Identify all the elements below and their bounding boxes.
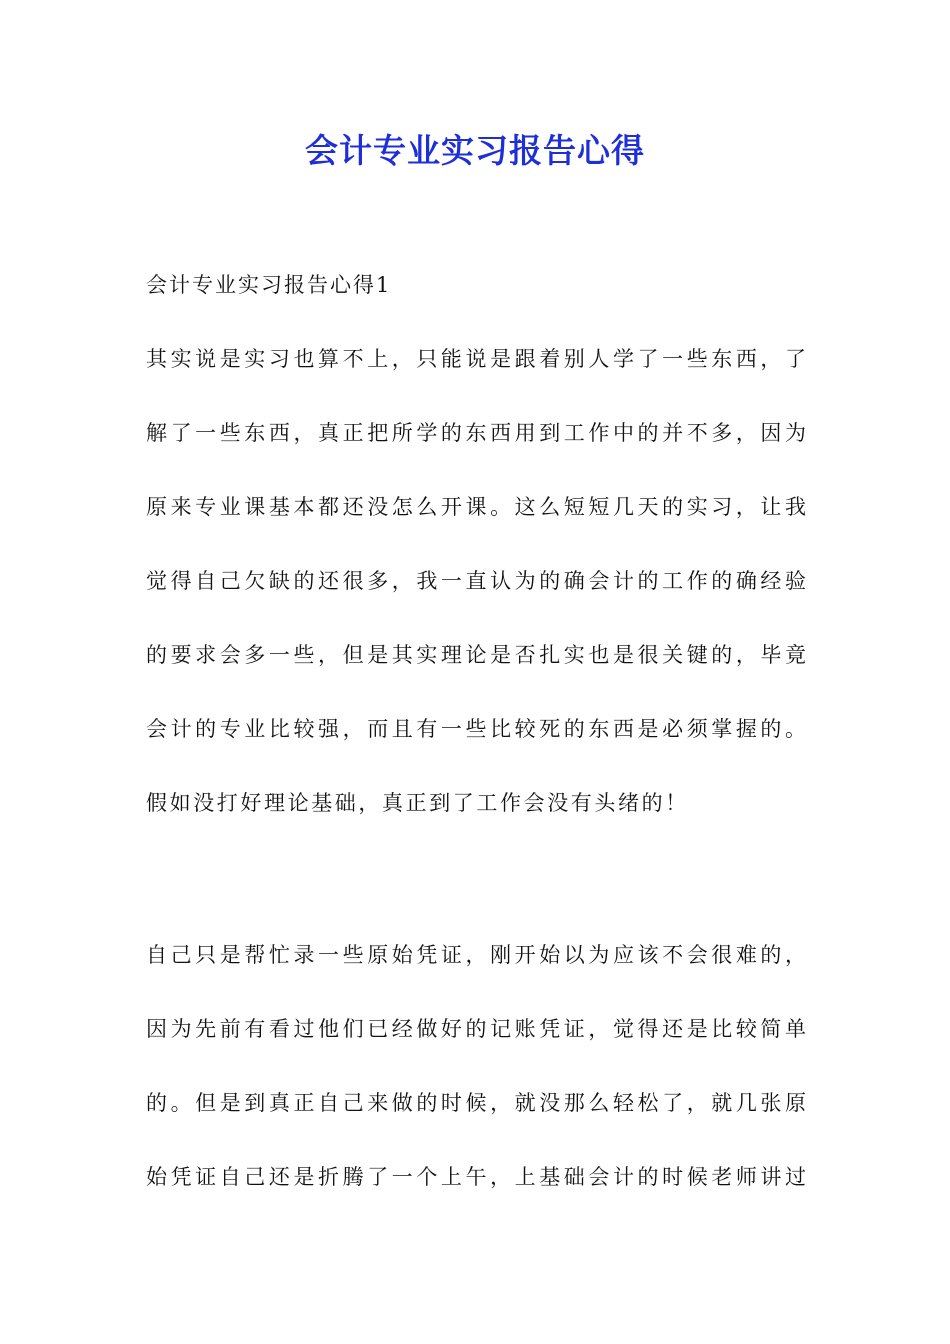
text-line: 自己只是帮忙录一些原始凭证，刚开始以为应该不会很难的， <box>146 943 806 967</box>
page-title: 会计专业实习报告心得 <box>305 131 645 170</box>
text-line: 假如没打好理论基础，真正到了工作会没有头绪的！ <box>146 791 689 815</box>
section-heading: 会计专业实习报告心得1 <box>146 273 392 297</box>
text-line: 解了一些东西，真正把所学的东西用到工作中的并不多，因为 <box>146 421 806 445</box>
text-line: 觉得自己欠缺的还很多，我一直认为的确会计的工作的确经验 <box>146 569 806 593</box>
text-line: 因为先前有看过他们已经做好的记账凭证，觉得还是比较简单 <box>146 1017 806 1041</box>
text-line: 会计的专业比较强，而且有一些比较死的东西是必须掌握的。 <box>146 717 806 741</box>
text-line: 原来专业课基本都还没怎么开课。这么短短几天的实习，让我 <box>146 495 806 519</box>
paragraph-1 <box>146 342 806 860</box>
text-line: 其实说是实习也算不上，只能说是跟着别人学了一些东西，了 <box>146 347 806 371</box>
text-line: 的。但是到真正自己来做的时候，就没那么轻松了，就几张原 <box>146 1091 806 1115</box>
paragraph-2 <box>146 938 806 1234</box>
text-line: 的要求会多一些，但是其实理论是否扎实也是很关键的，毕竟 <box>146 643 806 667</box>
text-line: 始凭证自己还是折腾了一个上午，上基础会计的时候老师讲过 <box>146 1165 806 1189</box>
